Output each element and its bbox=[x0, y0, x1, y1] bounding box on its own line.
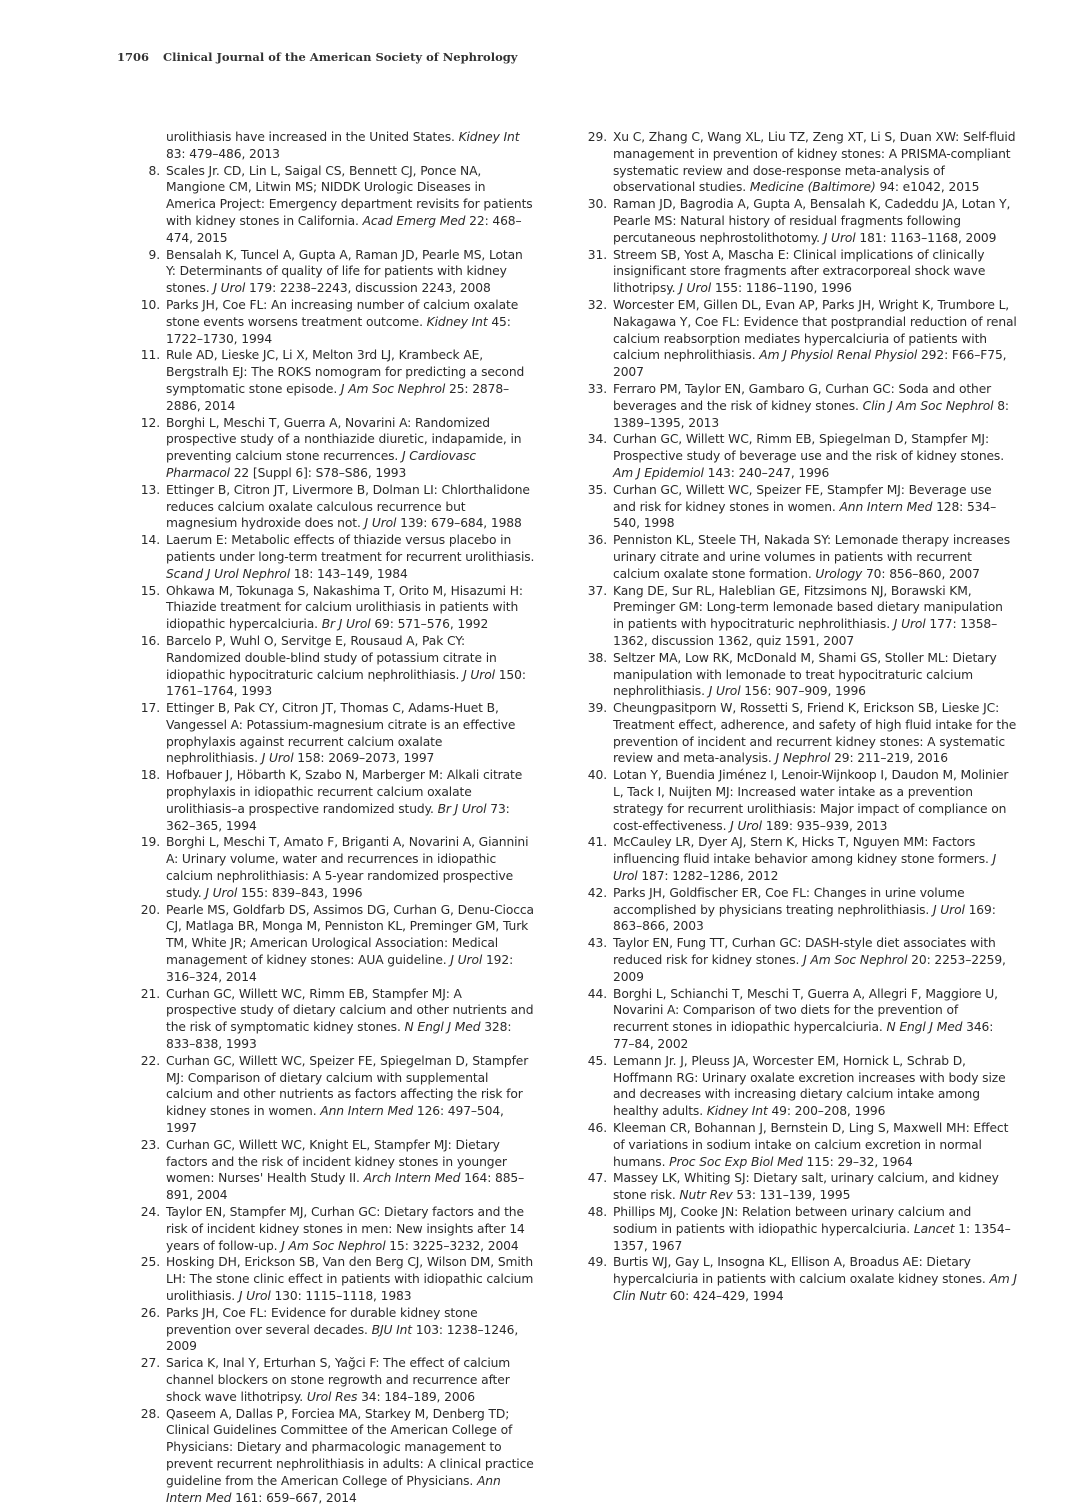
reference-volume-pages: 158: 2069–2073, 1997 bbox=[293, 751, 435, 766]
reference-citation: Bensalah K, Tuncel A, Gupta A, Raman JD, Pearle MS, Lotan Y: Determinants of quality of life for patients with kidney stones. bbox=[166, 247, 523, 296]
reference-text bbox=[613, 584, 1003, 648]
reference-citation: Rule AD, Lieske JC, Li X, Melton 3rd LJ, Krambeck AE, Bergstralh EJ: The ROKS nomogram for predicting a second symptomatic stone episode. bbox=[166, 348, 525, 396]
reference-journal: Acad Emerg Med bbox=[362, 213, 466, 228]
reference-text bbox=[613, 533, 1010, 581]
reference-text bbox=[613, 651, 997, 699]
reference-item bbox=[138, 767, 536, 834]
reference-journal: J Urol bbox=[238, 1288, 271, 1303]
reference-text bbox=[166, 835, 528, 899]
reference-text bbox=[166, 130, 519, 161]
reference-item bbox=[138, 700, 536, 767]
reference-item bbox=[138, 633, 536, 700]
reference-journal: Nutr Rev bbox=[679, 1188, 733, 1203]
reference-text bbox=[613, 1205, 1011, 1253]
reference-text bbox=[166, 483, 530, 531]
reference-volume-pages: 181: 1163–1168, 2009 bbox=[855, 230, 997, 245]
reference-volume-pages: 25: 2878–2886, 2014 bbox=[166, 381, 510, 413]
reference-number: 19. bbox=[140, 835, 160, 850]
reference-volume-pages: 130: 1115–1118, 1983 bbox=[270, 1288, 412, 1303]
reference-text bbox=[166, 1356, 510, 1404]
reference-text bbox=[166, 348, 524, 412]
reference-citation: McCauley LR, Dyer AJ, Stern K, Hicks T, Nguyen MM: Factors influencing fluid intake behavior among kidney stone formers. bbox=[613, 835, 993, 867]
reference-citation: Hofbauer J, Höbarth K, Szabo N, Marberger M: Alkali citrate prophylaxis in idiopathic recurrent calcium oxalate urolithiasis–a prospective randomized study. bbox=[166, 768, 523, 816]
reference-text bbox=[613, 936, 1006, 984]
reference-item bbox=[138, 129, 536, 163]
reference-citation: Curhan GC, Willett WC, Knight EL, Stampfer MJ: Dietary factors and the risk of incident kidney stones in younger women: Nurses' Health Study II. bbox=[166, 1137, 507, 1186]
reference-journal: J Urol bbox=[679, 281, 712, 296]
reference-number: 27. bbox=[140, 1356, 160, 1371]
reference-volume-pages: 53: 131–139, 1995 bbox=[732, 1188, 851, 1203]
reference-number: 15. bbox=[140, 583, 160, 598]
reference-citation: Ettinger B, Pak CY, Citron JT, Thomas C, Adams-Huet B, Vangessel A: Potassium-magnesium citrate is an effective prophylaxis against recurrent calcium oxalate nephrolithiasis. bbox=[166, 701, 516, 766]
reference-item bbox=[585, 196, 1017, 246]
reference-number: 49. bbox=[587, 1255, 607, 1270]
reference-number: 23. bbox=[140, 1137, 160, 1152]
reference-item bbox=[138, 482, 536, 532]
reference-item bbox=[585, 1053, 1017, 1120]
reference-volume-pages: 60: 424–429, 1994 bbox=[665, 1288, 784, 1303]
reference-volume-pages: 15: 3225–3232, 2004 bbox=[385, 1238, 519, 1253]
reference-number: 25. bbox=[140, 1255, 160, 1270]
reference-volume-pages: 292: F66–F75, 2007 bbox=[613, 348, 1007, 380]
reference-text bbox=[613, 382, 1009, 430]
reference-number: 14. bbox=[140, 533, 160, 548]
reference-volume-pages: 1: 1354–1357, 1967 bbox=[613, 1221, 1011, 1253]
reference-journal: Urology bbox=[815, 566, 863, 581]
reference-volume-pages: 8: 1389–1395, 2013 bbox=[613, 398, 1009, 430]
reference-citation: Borghi L, Meschi T, Amato F, Briganti A, Novarini A, Giannini A: Urinary volume, water and recurrences in idiopathic calcium nephrolithiasis: A 5-year randomized prospective study. bbox=[166, 835, 529, 900]
reference-citation: Borghi L, Meschi T, Guerra A, Novarini A: Randomized prospective study of a nonthiazide diuretic, indapamide, in preventing calcium stone recurrences. bbox=[166, 415, 522, 464]
reference-citation: Parks JH, Coe FL: Evidence for durable kidney stone prevention over several decades. bbox=[166, 1305, 478, 1337]
reference-citation: Pearle MS, Goldfarb DS, Assimos DG, Curhan G, Denu-Ciocca CJ, Matlaga BR, Monga M, Penniston KL, Preminger GM, Turk TM, White JR; American Urological Association: Medical management of kidney stones: AUA guideline. bbox=[166, 902, 534, 968]
reference-journal: Arch Intern Med bbox=[363, 1171, 461, 1186]
reference-citation: Massey LK, Whiting SJ: Dietary salt, urinary calcium, and kidney stone risk. bbox=[613, 1171, 999, 1203]
reference-text bbox=[166, 768, 522, 832]
reference-journal: J Urol bbox=[463, 667, 495, 682]
reference-item bbox=[585, 885, 1017, 935]
reference-text bbox=[166, 533, 534, 581]
reference-citation: Lotan Y, Buendia Jiménez I, Lenoir-Wijnkoop I, Daudon M, Molinier L, Tack I, Nuijten MJ: Increased water intake as a prevention strategy for recurrent urolithiasis: Major impact of compliance on cost-effectiveness. bbox=[613, 768, 1009, 833]
reference-journal: Clin J Am Soc Nephrol bbox=[862, 398, 994, 413]
reference-text bbox=[166, 248, 523, 296]
reference-item bbox=[585, 1204, 1017, 1254]
reference-number: 16. bbox=[140, 633, 160, 648]
reference-citation: Parks JH, Coe FL: An increasing number of calcium oxalate stone events worsens treatment outcome. bbox=[166, 297, 519, 329]
reference-text bbox=[613, 835, 996, 883]
reference-text bbox=[613, 701, 1016, 765]
reference-item bbox=[585, 297, 1017, 381]
reference-text bbox=[613, 1171, 999, 1202]
reference-citation: Qaseem A, Dallas P, Forciea MA, Starkey M, Denberg TD; Clinical Guidelines Committee of the American College of Physicians: Dietary and pharmacologic management to prevent recurrent nephrolithiasis in adults: A clinical practice guideline from the American College of Physicians. bbox=[166, 1406, 534, 1488]
reference-citation: Scales Jr. CD, Lin L, Saigal CS, Bennett CJ, Ponce NA, Mangione CM, Litwin MS; NIDDK Urologic Diseases in America Project: Emergency department revisits for patients with kidney stones in California. bbox=[166, 163, 533, 228]
reference-volume-pages: 143: 240–247, 1996 bbox=[703, 465, 830, 480]
reference-text bbox=[166, 1138, 524, 1202]
reference-volume-pages: 69: 571–576, 1992 bbox=[370, 617, 489, 632]
reference-citation: Parks JH, Goldfischer ER, Coe FL: Changes in urine volume accomplished by physicians treating nephrolithiasis. bbox=[613, 885, 965, 917]
reference-text bbox=[613, 987, 998, 1051]
reference-citation: Ettinger B, Citron JT, Livermore B, Dolman LI: Chlorthalidone reduces calcium oxalate calculous recurrence but magnesium hydroxide does not. bbox=[166, 482, 530, 531]
reference-volume-pages: 126: 497–504, 1997 bbox=[166, 1104, 504, 1136]
reference-item bbox=[138, 1053, 536, 1137]
journal-title: Clinical Journal of the American Society of Nephrology bbox=[163, 50, 518, 64]
reference-volume-pages: 328: 833–838, 1993 bbox=[166, 1020, 512, 1052]
reference-journal: J Am Soc Nephrol bbox=[803, 953, 908, 968]
reference-citation: Ohkawa M, Tokunaga S, Nakashima T, Orito M, Hisazumi H: Thiazide treatment for calcium urolithiasis in patients with idiopathic hypercalciuria. bbox=[166, 583, 523, 632]
reference-journal: Ann Intern Med bbox=[320, 1104, 414, 1119]
reference-citation: Curhan GC, Willett WC, Rimm EB, Spiegelman D, Stampfer MJ: Prospective study of beverage use and the risk of kidney stones. bbox=[613, 432, 1005, 464]
reference-citation: Xu C, Zhang C, Wang XL, Liu TZ, Zeng XT, Li S, Duan XW: Self-fluid management in prevention of kidney stones: A PRISMA-compliant systematic review and dose-response meta-analysis of observational studies. bbox=[613, 130, 1016, 195]
reference-item bbox=[585, 650, 1017, 700]
reference-number: 8. bbox=[148, 163, 160, 178]
reference-item bbox=[138, 1305, 536, 1355]
reference-volume-pages: 20: 2253–2259, 2009 bbox=[613, 953, 1006, 984]
reference-journal: J Urol bbox=[823, 230, 856, 245]
reference-item bbox=[585, 1254, 1017, 1304]
reference-text bbox=[613, 432, 1004, 480]
reference-volume-pages: 29: 211–219, 2016 bbox=[830, 751, 948, 766]
reference-number: 9. bbox=[148, 247, 160, 262]
reference-number: 17. bbox=[140, 701, 160, 716]
reference-volume-pages: 22 [Suppl 6]: S78–S86, 1993 bbox=[229, 465, 407, 480]
reference-volume-pages: 128: 534–540, 1998 bbox=[613, 499, 997, 531]
reference-journal: J Urol bbox=[450, 953, 483, 968]
reference-number: 21. bbox=[140, 986, 160, 1001]
reference-item bbox=[585, 834, 1017, 884]
reference-number: 31. bbox=[587, 247, 607, 262]
reference-text bbox=[613, 1255, 1017, 1303]
running-header bbox=[117, 50, 517, 64]
reference-text bbox=[613, 1121, 1008, 1169]
reference-citation: Curhan GC, Willett WC, Rimm EB, Stampfer MJ: A prospective study of dietary calcium and other nutrients and the risk of symptomatic kidney stones. bbox=[166, 986, 534, 1035]
reference-volume-pages: 18: 143–149, 1984 bbox=[290, 566, 408, 581]
reference-number: 39. bbox=[587, 701, 607, 716]
reference-item bbox=[138, 1406, 536, 1506]
reference-number: 18. bbox=[140, 768, 160, 783]
reference-text bbox=[613, 886, 996, 934]
reference-journal: Scand J Urol Nephrol bbox=[166, 566, 291, 581]
reference-item bbox=[585, 700, 1017, 767]
reference-volume-pages: 164: 885–891, 2004 bbox=[166, 1171, 525, 1203]
reference-citation: Phillips MJ, Cooke JN: Relation between urinary calcium and sodium in patients with idiopathic hypercalciuria. bbox=[613, 1205, 972, 1236]
reference-number: 43. bbox=[587, 936, 607, 951]
reference-number: 33. bbox=[587, 381, 607, 396]
reference-citation: Taylor EN, Fung TT, Curhan GC: DASH-style diet associates with reduced risk for kidney stones. bbox=[613, 936, 996, 968]
reference-item bbox=[585, 986, 1017, 1053]
reference-number: 47. bbox=[587, 1171, 607, 1186]
reference-item bbox=[138, 415, 536, 482]
reference-item bbox=[138, 1204, 536, 1254]
reference-citation: Kang DE, Sur RL, Haleblian GE, Fitzsimons NJ, Borawski KM, Preminger GM: Long-term lemonade based dietary manipulation in patients with hypocitraturic nephrolithiasis. bbox=[613, 583, 1003, 632]
reference-citation: Taylor EN, Stampfer MJ, Curhan GC: Dietary factors and the risk of incident kidney stones in men: New insights after 14 years of follow-up. bbox=[166, 1205, 525, 1253]
reference-journal: BJU Int bbox=[371, 1322, 412, 1337]
reference-journal: J Urol bbox=[708, 684, 741, 699]
reference-volume-pages: 115: 29–32, 1964 bbox=[802, 1154, 913, 1169]
reference-number: 48. bbox=[587, 1205, 607, 1219]
reference-volume-pages: 169: 863–866, 2003 bbox=[613, 902, 996, 934]
reference-volume-pages: 70: 856–860, 2007 bbox=[862, 566, 980, 581]
reference-item bbox=[138, 163, 536, 247]
reference-citation: Curhan GC, Willett WC, Speizer FE, Stampfer MJ: Beverage use and risk for kidney stones in women. bbox=[613, 482, 992, 514]
reference-text bbox=[166, 903, 534, 984]
reference-text bbox=[166, 1054, 528, 1135]
reference-volume-pages: 150: 1761–1764, 1993 bbox=[166, 667, 526, 699]
reference-text bbox=[613, 248, 985, 296]
reference-journal: Kidney Int bbox=[458, 130, 520, 144]
reference-journal: J Urol bbox=[364, 516, 397, 531]
reference-text bbox=[613, 130, 1015, 194]
reference-number: 29. bbox=[587, 130, 607, 144]
reference-item bbox=[138, 347, 536, 414]
reference-journal: N Engl J Med bbox=[404, 1020, 481, 1035]
reference-volume-pages: 49: 200–208, 1996 bbox=[767, 1104, 886, 1119]
reference-citation: Laerum E: Metabolic effects of thiazide versus placebo in patients under long-term treatment for recurrent urolithiasis. bbox=[166, 533, 535, 564]
reference-volume-pages: 155: 839–843, 1996 bbox=[237, 885, 363, 900]
reference-citation: Ferraro PM, Taylor EN, Gambaro G, Curhan GC: Soda and other beverages and the risk of kidney stones. bbox=[613, 381, 992, 413]
reference-journal: Proc Soc Exp Biol Med bbox=[669, 1154, 803, 1169]
reference-journal: Am J Epidemiol bbox=[613, 465, 704, 480]
reference-item bbox=[585, 1170, 1017, 1204]
reference-item bbox=[585, 247, 1017, 297]
reference-item bbox=[138, 532, 536, 582]
reference-number: 41. bbox=[587, 835, 607, 850]
reference-number: 20. bbox=[140, 902, 160, 917]
reference-journal: J Urol bbox=[613, 852, 997, 884]
reference-volume-pages: 192: 316–324, 2014 bbox=[166, 953, 514, 984]
reference-number: 12. bbox=[140, 415, 160, 430]
reference-item bbox=[138, 297, 536, 347]
reference-number: 13. bbox=[140, 482, 160, 497]
reference-journal: J Urol bbox=[730, 818, 762, 833]
reference-volume-pages: 73: 362–365, 1994 bbox=[166, 801, 510, 833]
reference-number: 32. bbox=[587, 297, 607, 312]
reference-journal: J Urol bbox=[205, 885, 238, 900]
reference-text bbox=[166, 1205, 525, 1253]
reference-volume-pages: 179: 2238–2243, discussion 2243, 2008 bbox=[245, 281, 491, 296]
reference-journal: Ann Intern Med bbox=[839, 499, 933, 514]
reference-item bbox=[138, 583, 536, 633]
reference-volume-pages: 156: 907–909, 1996 bbox=[740, 684, 866, 699]
reference-text bbox=[613, 1054, 1006, 1118]
reference-citation: Seltzer MA, Low RK, McDonald M, Shami GS, Stoller ML: Dietary manipulation with lemonade to treat hypocitraturic calcium nephrolithiasis. bbox=[613, 650, 997, 699]
reference-citation: Kleeman CR, Bohannan J, Bernstein D, Ling S, Maxwell MH: Effect of variations in sodium intake on calcium excretion in normal humans. bbox=[613, 1121, 1009, 1169]
reference-volume-pages: 177: 1358–1362, discussion 1362, quiz 1591, 2007 bbox=[613, 617, 998, 648]
reference-number: 40. bbox=[587, 768, 607, 783]
reference-journal: J Urol bbox=[261, 751, 294, 766]
page-number: 1706 bbox=[117, 50, 150, 64]
reference-number: 28. bbox=[140, 1406, 160, 1421]
reference-column-right bbox=[585, 129, 1017, 1305]
reference-text bbox=[613, 298, 1017, 379]
reference-volume-pages: 189: 935–939, 2013 bbox=[761, 818, 888, 833]
reference-text bbox=[166, 1255, 533, 1303]
reference-item bbox=[585, 381, 1017, 431]
reference-journal: J Urol bbox=[933, 902, 965, 917]
reference-journal: Am J Physiol Renal Physiol bbox=[759, 348, 918, 363]
reference-number: 24. bbox=[140, 1205, 160, 1219]
reference-column-left bbox=[138, 129, 536, 1506]
reference-number: 37. bbox=[587, 583, 607, 598]
reference-text bbox=[166, 1407, 534, 1505]
reference-text bbox=[166, 1306, 518, 1354]
reference-item bbox=[585, 583, 1017, 650]
reference-item bbox=[138, 902, 536, 986]
reference-citation: Worcester EM, Gillen DL, Evan AP, Parks JH, Wright K, Trumbore L, Nakagawa Y, Coe FL: Evidence that postprandial reduction of renal calcium reabsorption mediates hypercalciuria of patients with calcium nephrolithiasis. bbox=[613, 297, 1017, 363]
reference-item bbox=[138, 834, 536, 901]
reference-volume-pages: 346: 77–84, 2002 bbox=[613, 1020, 994, 1052]
reference-volume-pages: 155: 1186–1190, 1996 bbox=[711, 281, 852, 296]
reference-number: 36. bbox=[587, 533, 607, 548]
reference-item bbox=[585, 767, 1017, 834]
reference-number: 45. bbox=[587, 1053, 607, 1068]
reference-journal: Br J Urol bbox=[321, 617, 371, 632]
reference-journal: Kidney Int bbox=[706, 1104, 768, 1119]
reference-journal: J Am Soc Nephrol bbox=[340, 381, 446, 396]
reference-number: 22. bbox=[140, 1053, 160, 1068]
reference-volume-pages: 161: 659–667, 2014 bbox=[231, 1490, 357, 1505]
reference-volume-pages: 45: 1722–1730, 1994 bbox=[166, 314, 511, 346]
reference-item bbox=[585, 482, 1017, 532]
reference-citation: Sarica K, Inal Y, Erturhan S, Yağci F: The effect of calcium channel blockers on stone regrowth and recurrence after shock wave lithotripsy. bbox=[166, 1356, 511, 1404]
reference-volume-pages: 103: 1238–1246, 2009 bbox=[166, 1322, 519, 1354]
reference-text bbox=[613, 768, 1008, 832]
reference-volume-pages: 22: 468–474, 2015 bbox=[166, 213, 522, 245]
reference-journal: Urol Res bbox=[306, 1389, 358, 1404]
reference-citation: Curhan GC, Willett WC, Speizer FE, Spiegelman D, Stampfer MJ: Comparison of dietary calcium with supplemental calcium and other nutrients as factors affecting the risk for kidney stones in women. bbox=[166, 1053, 529, 1119]
reference-journal: J Urol bbox=[893, 617, 926, 632]
reference-item bbox=[138, 986, 536, 1053]
reference-text bbox=[166, 298, 518, 346]
reference-item bbox=[138, 1254, 536, 1304]
reference-citation: Barcelo P, Wuhl O, Servitge E, Rousaud A, Pak CY: Randomized double-blind study of potassium citrate in idiopathic hypocitraturic calcium nephrolithiasis. bbox=[166, 633, 497, 682]
reference-item bbox=[585, 532, 1017, 582]
reference-citation: Raman JD, Bagrodia A, Gupta A, Bensalah K, Cadeddu JA, Lotan Y, Pearle MS: Natural history of residual fragments following percutaneous nephrostolithotomy. bbox=[613, 197, 1011, 245]
reference-citation: Borghi L, Schianchi T, Meschi T, Guerra A, Allegri F, Maggiore U, Novarini A: Comparison of two diets for the prevention of recurrent stones in idiopathic hypercalciuria. bbox=[613, 986, 998, 1035]
reference-citation: Streem SB, Yost A, Mascha E: Clinical implications of clinically insignificant store fragments after extracorporeal shock wave lithotripsy. bbox=[613, 247, 986, 296]
reference-item bbox=[585, 129, 1017, 196]
reference-number: 35. bbox=[587, 482, 607, 497]
reference-volume-pages: 94: e1042, 2015 bbox=[875, 180, 980, 195]
reference-number: 46. bbox=[587, 1121, 607, 1136]
reference-journal: J Urol bbox=[213, 281, 246, 296]
reference-number: 11. bbox=[140, 348, 160, 363]
reference-item bbox=[585, 431, 1017, 481]
reference-number: 44. bbox=[587, 986, 607, 1001]
reference-text bbox=[166, 164, 533, 245]
reference-item bbox=[138, 1137, 536, 1204]
reference-item bbox=[138, 1355, 536, 1405]
reference-journal: Am J Clin Nutr bbox=[613, 1272, 1017, 1303]
reference-citation: Lemann Jr. J, Pleuss JA, Worcester EM, Hornick L, Schrab D, Hoffmann RG: Urinary oxalate excretion increases with body size and decreases with increasing dietary calcium intake among healthy adults. bbox=[613, 1053, 1006, 1119]
reference-number: 26. bbox=[140, 1305, 160, 1320]
reference-text bbox=[166, 416, 521, 480]
reference-journal: J Cardiovasc Pharmacol bbox=[166, 449, 477, 480]
reference-item bbox=[138, 247, 536, 297]
reference-journal: Kidney Int bbox=[426, 314, 488, 329]
reference-item bbox=[585, 935, 1017, 985]
reference-text bbox=[613, 483, 996, 531]
reference-text bbox=[166, 634, 526, 698]
reference-citation: Burtis WJ, Gay L, Insogna KL, Ellison A, Broadus AE: Dietary hypercalciuria in patients with calcium oxalate kidney stones. bbox=[613, 1255, 990, 1287]
reference-volume-pages: 187: 1282–1286, 2012 bbox=[637, 869, 779, 884]
reference-number: 10. bbox=[140, 297, 160, 312]
reference-citation: Penniston KL, Steele TH, Nakada SY: Lemonade therapy increases urinary citrate and urine volumes in patients with recurrent calcium oxalate stone formation. bbox=[613, 533, 1010, 581]
reference-journal: Lancet bbox=[913, 1221, 955, 1236]
reference-text bbox=[166, 584, 523, 632]
reference-text bbox=[166, 987, 533, 1051]
reference-journal: J Am Soc Nephrol bbox=[281, 1238, 386, 1253]
reference-volume-pages: 83: 479–486, 2013 bbox=[166, 146, 280, 161]
reference-number: 38. bbox=[587, 650, 607, 665]
reference-volume-pages: 34: 184–189, 2006 bbox=[357, 1389, 475, 1404]
reference-journal: Medicine (Baltimore) bbox=[749, 180, 876, 195]
reference-volume-pages: 139: 679–684, 1988 bbox=[396, 516, 522, 531]
reference-citation: Hosking DH, Erickson SB, Van den Berg CJ, Wilson DM, Smith LH: The stone clinic effect in patients with idiopathic calcium urolithiasis. bbox=[166, 1255, 534, 1303]
reference-number: 42. bbox=[587, 885, 607, 900]
reference-journal: Br J Urol bbox=[437, 801, 487, 816]
reference-number: 34. bbox=[587, 432, 607, 447]
reference-text bbox=[613, 197, 1010, 245]
reference-text bbox=[166, 701, 515, 765]
reference-citation: Cheungpasitporn W, Rossetti S, Friend K, Erickson SB, Lieske JC: Treatment effect, adherence, and safety of high fluid intake for the prevention of incident and recurrent kidney stones: A systematic review and meta-analysis. bbox=[613, 701, 1017, 766]
reference-journal: N Engl J Med bbox=[886, 1020, 963, 1035]
reference-number: 30. bbox=[587, 197, 607, 212]
reference-journal: J Nephrol bbox=[775, 751, 831, 766]
reference-citation: urolithiasis have increased in the United States. bbox=[166, 130, 459, 144]
reference-item bbox=[585, 1120, 1017, 1170]
reference-journal: Ann Intern Med bbox=[166, 1473, 501, 1505]
